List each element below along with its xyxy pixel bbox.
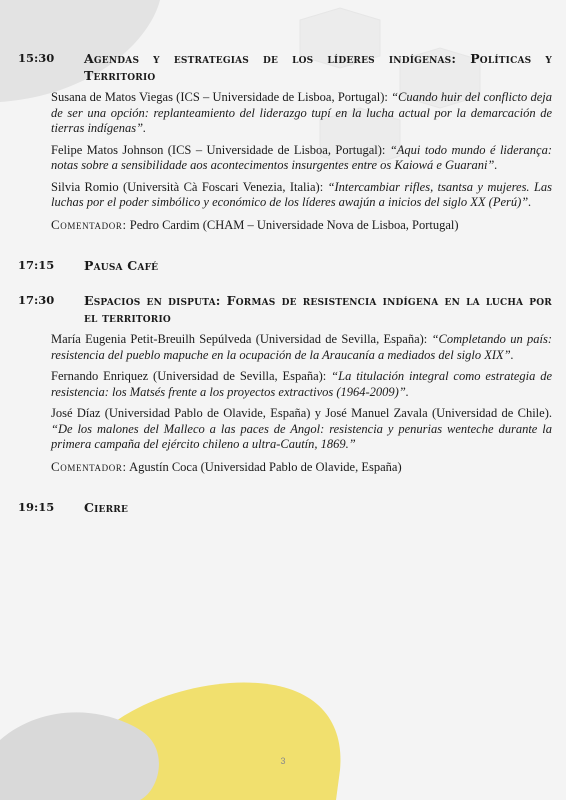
session-1730 [18,292,552,475]
paper-title: “Intercambiar rifles, tsantsa y mujeres. Las luchas por el poder simbólico y económico de los líderes awajún a inicios del siglo XX (Perú)”. [51,179,553,209]
paper-title: “Cuando huir del conflicto deja de ser una opción: replanteamiento del liderazgo tupí en la lucha actual por la demarcación de tierras indígenas”. [51,90,552,135]
session-title: Cierre [84,500,129,515]
commentator-label: Comentador: [51,216,127,232]
session-title: Pausa Café [84,258,159,273]
paper-author: José Díaz (Universidad Pablo de Olavide, España) y José Manuel Zavala (Universidad de Chile). [51,406,552,420]
session-time: 17:15 [18,258,55,272]
session-1915 [18,499,552,516]
paper-title: “Aqui todo mundo é liderança: notas sobre a sensibilidade aos acontecimentos insurgentes entre os Kaiowá e Guarani”. [51,142,553,172]
paper-author: Susana de Matos Viegas (ICS – Universidade de Lisboa, Portugal): [51,90,388,104]
session-1715 [18,257,552,274]
paper-entry [51,369,552,400]
paper-entry [51,143,552,174]
session-1530 [18,50,552,233]
paper-entry [51,90,552,137]
commentator-name: Pedro Cardim (CHAM – Universidade Nova de Lisboa, Portugal) [129,217,459,232]
commentator-name: Agustín Coca (Universidad Pablo de Olavide, España) [129,459,402,474]
paper-author: Fernando Enriquez (Universidad de Sevilla, España): [51,369,327,383]
page-number: 3 [280,756,286,766]
session-title: Espacios en disputa: Formas de resistencia indígena en la lucha por el territorio [84,293,552,325]
paper-author: María Eugenia Petit-Breuilh Sepúlveda (Universidad de Sevilla, España): [51,332,428,346]
commentator-label: Comentador: [51,458,127,474]
paper-title: “La titulación integral como estrategia de resistencia: los Matsés frente a los proyectos extractivos (1964-2009)”. [51,369,553,399]
paper-entry [51,332,552,363]
paper-entry [51,406,552,453]
paper-title: “De los malones del Malleco a las paces de Angol: resistencia y penurias wenteche durante la primera campaña del ejército chileno a ultra-Cautín, 1869.” [51,421,552,451]
paper-author: Silvia Romio (Università Cà Foscari Venezia, Italia): [51,179,324,194]
commentator-line [51,459,552,476]
session-time: 17:30 [18,293,55,307]
program-content [18,50,552,516]
paper-author: Felipe Matos Johnson (ICS – Universidade de Lisboa, Portugal): [51,142,386,157]
session-time: 19:15 [18,500,55,514]
paper-entry [51,180,552,211]
paper-title: “Completando un país: resistencia del pueblo mapuche en la ocupación de la Araucanía a mediados del siglo XIX”. [51,332,553,362]
session-title: Agendas y estrategias de los líderes indígenas: Políticas y Territorio [84,51,552,83]
commentator-line [51,217,552,234]
session-time: 15:30 [18,51,55,65]
